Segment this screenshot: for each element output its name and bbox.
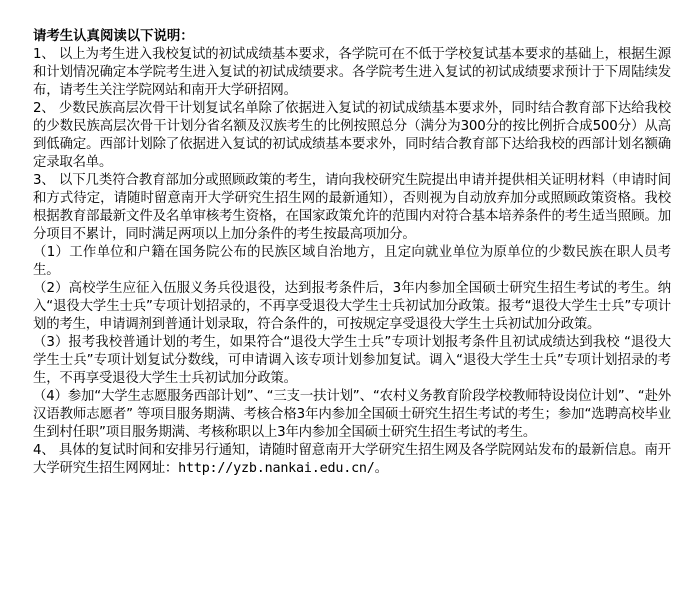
sub-item-1-paragraph: （1）工作单位和户籍在国务院公布的民族区域自治地方，且定向就业单位为原单位的少数民族在职人员考生。 xyxy=(33,245,671,278)
item-4-text: 4、 具体的复试时间和安排另行通知，请随时留意南开大学研究生招生网及各学院网站发布的最新信息。南开大学研究生招生网网址： xyxy=(33,443,671,476)
item-4-end: 。 xyxy=(374,461,388,476)
item-4-paragraph xyxy=(33,442,671,478)
sub-item-4-paragraph: （4）参加“大学生志愿服务西部计划”、“三支一扶计划”、“农村义务教育阶段学校教师特设岗位计划”、“赴外汉语教师志愿者” 等项目服务期满、考核合格3年内参加全国硕士研究生招生考试的考生；参加“选聘高校毕业生到村任职”项目服务期满、考核称职以上3年内参加全国硕士研究生招生考试的考生。 xyxy=(33,389,671,440)
notice-document xyxy=(33,28,671,478)
item-1-paragraph: 1、 以上为考生进入我校复试的初试成绩基本要求，各学院可在不低于学校复试基本要求的基础上，根据生源和计划情况确定本学院考生进入复试的初试成绩要求。各学院考生进入复试的初试成绩要求预计于下周陆续发布，请考生关注学院网站和南开大学研招网。 xyxy=(33,47,671,98)
sub-item-3-paragraph: （3）报考我校普通计划的考生，如果符合“退役大学生士兵”专项计划报考条件且初试成绩达到我校 “退役大学生士兵”专项计划复试分数线，可申请调入该专项计划参加复试。调入“退役大学生士兵”专项计划招录的考生，不再享受退役大学生士兵初试加分政策。 xyxy=(33,335,671,386)
notice-heading: 请考生认真阅读以下说明： xyxy=(33,29,194,44)
website-link[interactable]: http://yzb.nankai.edu.cn/ xyxy=(178,461,375,476)
item-3-paragraph: 3、 以下几类符合教育部加分或照顾政策的考生，请向我校研究生院提出申请并提供相关证明材料（申请时间和方式待定，请随时留意南开大学研究生招生网的最新通知），否则视为自动放弃加分或照顾政策资格。我校根据教育部最新文件及名单审核考生资格，在国家政策允许的范围内对符合基本培养条件的考生适当照顾。加分项目不累计，同时满足两项以上加分条件的考生按最高项加分。 xyxy=(33,173,671,242)
item-2-paragraph: 2、 少数民族高层次骨干计划复试名单除了依据进入复试的初试成绩基本要求外，同时结合教育部下达给我校的少数民族高层次骨干计划分省名额及汉族考生的比例按照总分（满分为300分的按比例折合成500分）从高到低确定。西部计划除了依据进入复试的初试成绩基本要求外，同时结合教育部下达给我校的西部计划名额确定录取名单。 xyxy=(33,101,671,170)
sub-item-2-paragraph: （2）高校学生应征入伍服义务兵役退役，达到报考条件后，3年内参加全国硕士研究生招生考试的考生。纳入“退役大学生士兵”专项计划招录的，不再享受退役大学生士兵初试加分政策。报考“退役大学生士兵”专项计划的考生，申请调剂到普通计划录取，符合条件的，可按规定享受退役大学生士兵初试加分政策。 xyxy=(33,281,671,332)
